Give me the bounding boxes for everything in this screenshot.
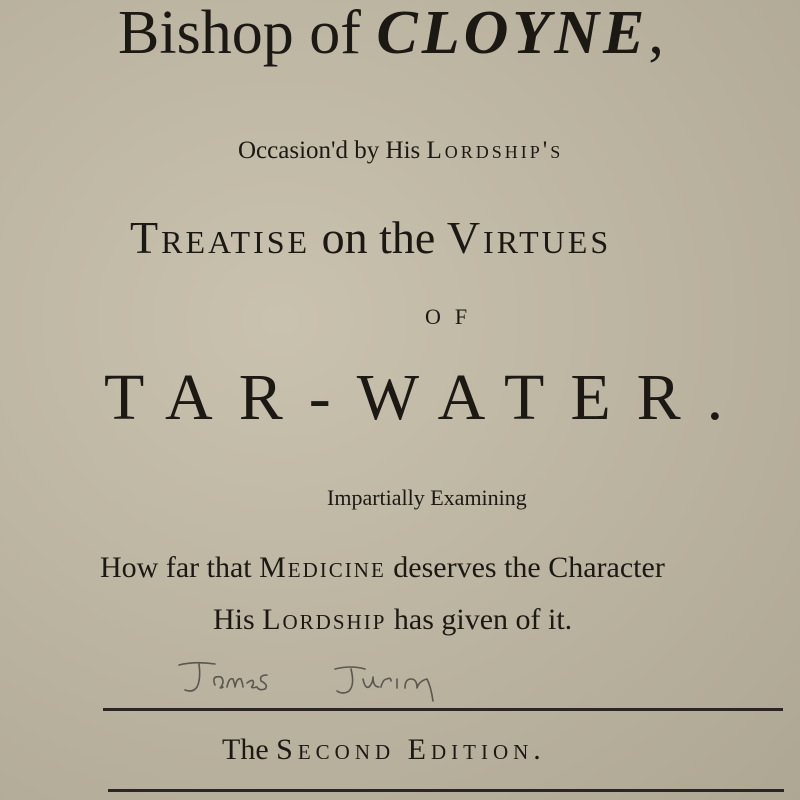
bishop-of-cloyne-line (118, 0, 664, 67)
occasion-line (238, 138, 563, 163)
lordship-prefix: His (213, 603, 263, 636)
how-far-prefix: How far that (100, 551, 260, 584)
occasion-prefix: Occasion'd by His (238, 137, 427, 164)
treatise-line (130, 212, 612, 263)
treatise-word: Treatise (130, 212, 311, 263)
tar-water-title: TAR-WATER. (104, 361, 750, 434)
edition-prefix: The (222, 733, 277, 766)
lordship-word: Lordship (262, 603, 387, 636)
edition-line (222, 735, 546, 765)
occasion-lordship: Lordship's (426, 137, 564, 164)
handwritten-signature (175, 657, 445, 707)
bottom-rule (108, 789, 784, 792)
bishop-prefix: Bishop of (118, 0, 377, 67)
virtues-word: Virtues (446, 212, 612, 263)
of-line: OF (425, 304, 482, 329)
treatise-middle: on the (310, 212, 447, 263)
impartially-examining-line: Impartially Examining (327, 485, 527, 510)
medicine-word: Medicine (259, 551, 386, 584)
see-name: CLOYNE (376, 0, 649, 67)
lordship-line (213, 605, 572, 635)
how-far-line (100, 553, 665, 583)
lordship-suffix: has given of it. (386, 603, 573, 636)
edition-words: Second Edition. (276, 733, 546, 766)
bishop-suffix: , (648, 0, 664, 67)
how-far-suffix: deserves the Character (385, 551, 665, 584)
top-rule (103, 708, 783, 711)
